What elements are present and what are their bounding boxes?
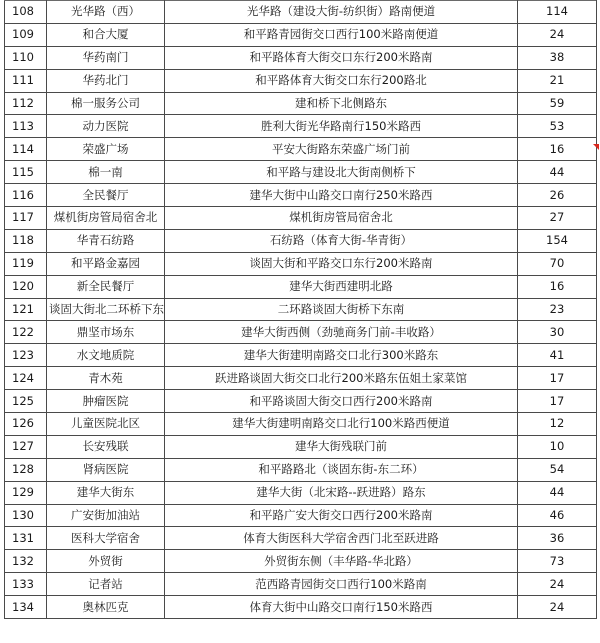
row-number-cell[interactable]: 128 <box>5 458 47 481</box>
location-cell[interactable]: 和平路路北（谈固东街-东二环） <box>165 458 518 481</box>
site-name-cell[interactable]: 肿瘤医院 <box>47 390 165 413</box>
site-name-cell[interactable]: 长安残联 <box>47 435 165 458</box>
count-cell[interactable]: 17 <box>518 390 597 413</box>
location-cell[interactable]: 和平路广安大街交口西行200米路南 <box>165 504 518 527</box>
table-row <box>5 92 597 115</box>
site-name-cell[interactable]: 煤机街房管局宿舍北 <box>47 207 165 230</box>
table-row <box>5 573 597 596</box>
row-number-cell[interactable]: 131 <box>5 527 47 550</box>
count-cell[interactable]: 26 <box>518 184 597 207</box>
row-number-cell[interactable]: 120 <box>5 275 47 298</box>
row-number-cell[interactable]: 116 <box>5 184 47 207</box>
table-row <box>5 481 597 504</box>
location-cell[interactable]: 范西路青园街交口西行100米路南 <box>165 573 518 596</box>
location-cell[interactable]: 建和桥下北侧路东 <box>165 92 518 115</box>
row-number-cell[interactable]: 123 <box>5 344 47 367</box>
location-cell[interactable]: 谈固大街和平路交口东行200米路南 <box>165 252 518 275</box>
location-cell[interactable]: 建华大街西建明北路 <box>165 275 518 298</box>
count-cell[interactable]: 10 <box>518 435 597 458</box>
table-row <box>5 527 597 550</box>
table-row <box>5 69 597 92</box>
site-name-cell[interactable]: 和合大厦 <box>47 23 165 46</box>
site-name-cell[interactable]: 新全民餐厅 <box>47 275 165 298</box>
count-cell[interactable]: 24 <box>518 573 597 596</box>
site-name-cell[interactable]: 和平路金嘉园 <box>47 252 165 275</box>
location-cell[interactable]: 建华大街西侧（劲驰商务门前-丰收路） <box>165 321 518 344</box>
table-row <box>5 1 597 24</box>
row-number-cell[interactable]: 112 <box>5 92 47 115</box>
count-cell[interactable]: 36 <box>518 527 597 550</box>
count-cell[interactable]: 24 <box>518 596 597 619</box>
site-name-cell[interactable]: 光华路（西） <box>47 1 165 24</box>
row-number-cell[interactable]: 111 <box>5 69 47 92</box>
site-name-cell[interactable]: 荣盛广场 <box>47 138 165 161</box>
count-cell[interactable]: 59 <box>518 92 597 115</box>
table-row <box>5 458 597 481</box>
row-number-cell[interactable]: 113 <box>5 115 47 138</box>
site-name-cell[interactable]: 医科大学宿舍 <box>47 527 165 550</box>
table-row <box>5 275 597 298</box>
count-cell[interactable]: 21 <box>518 69 597 92</box>
row-number-cell[interactable]: 134 <box>5 596 47 619</box>
table-row <box>5 504 597 527</box>
site-name-cell[interactable]: 谈固大街北二环桥下东 <box>47 298 165 321</box>
row-number-cell[interactable]: 115 <box>5 161 47 184</box>
table-row <box>5 435 597 458</box>
table-row <box>5 207 597 230</box>
location-cell[interactable]: 外贸街东侧（丰华路-华北路） <box>165 550 518 573</box>
table-row <box>5 344 597 367</box>
location-cell[interactable]: 建华大街（北宋路--跃进路）路东 <box>165 481 518 504</box>
row-number-cell[interactable]: 132 <box>5 550 47 573</box>
site-name-cell[interactable]: 奥林匹克 <box>47 596 165 619</box>
location-cell[interactable]: 和平路谈固大街交口西行200米路南 <box>165 390 518 413</box>
count-cell[interactable]: 44 <box>518 481 597 504</box>
row-number-cell[interactable]: 108 <box>5 1 47 24</box>
row-number-cell[interactable]: 119 <box>5 252 47 275</box>
count-cell[interactable]: 27 <box>518 207 597 230</box>
row-number-cell[interactable]: 110 <box>5 46 47 69</box>
location-cell[interactable]: 建华大街建明南路交口北行100米路西便道 <box>165 413 518 436</box>
count-cell[interactable]: 70 <box>518 252 597 275</box>
count-cell[interactable]: 53 <box>518 115 597 138</box>
table-row <box>5 23 597 46</box>
count-cell[interactable]: 12 <box>518 413 597 436</box>
table-body <box>5 1 597 619</box>
table-row <box>5 367 597 390</box>
site-name-cell[interactable]: 动力医院 <box>47 115 165 138</box>
row-number-cell[interactable]: 129 <box>5 481 47 504</box>
table-row <box>5 161 597 184</box>
table-row <box>5 596 597 619</box>
count-cell[interactable]: 30 <box>518 321 597 344</box>
site-name-cell[interactable]: 水文地质院 <box>47 344 165 367</box>
row-number-cell[interactable]: 122 <box>5 321 47 344</box>
parking-table <box>4 0 597 619</box>
location-cell[interactable]: 跃进路谈固大街交口北行200米路东伍姐土家菜馆 <box>165 367 518 390</box>
row-number-cell[interactable]: 133 <box>5 573 47 596</box>
row-number-cell[interactable]: 130 <box>5 504 47 527</box>
table-row <box>5 321 597 344</box>
row-number-cell[interactable]: 117 <box>5 207 47 230</box>
site-name-cell[interactable]: 肾病医院 <box>47 458 165 481</box>
row-number-cell[interactable]: 114 <box>5 138 47 161</box>
count-cell[interactable]: 16 <box>518 138 597 161</box>
count-cell[interactable]: 44 <box>518 161 597 184</box>
count-cell[interactable]: 73 <box>518 550 597 573</box>
row-number-cell[interactable]: 118 <box>5 229 47 252</box>
count-cell[interactable]: 38 <box>518 46 597 69</box>
cell-comment-marker <box>593 144 599 150</box>
location-cell[interactable]: 体育大街医科大学宿舍西门北至跃进路 <box>165 527 518 550</box>
location-cell[interactable]: 和平路青园街交口西行100米路南便道 <box>165 23 518 46</box>
count-cell[interactable]: 41 <box>518 344 597 367</box>
table-row <box>5 390 597 413</box>
count-cell[interactable]: 17 <box>518 367 597 390</box>
location-cell[interactable]: 建华大街建明南路交口北行300米路东 <box>165 344 518 367</box>
location-cell[interactable]: 光华路（建设大街-纺织街）路南便道 <box>165 1 518 24</box>
table-row <box>5 229 597 252</box>
site-name-cell[interactable]: 棉一南 <box>47 161 165 184</box>
site-name-cell[interactable]: 外贸街 <box>47 550 165 573</box>
site-name-cell[interactable]: 华青石纺路 <box>47 229 165 252</box>
table-row <box>5 252 597 275</box>
location-cell[interactable]: 和平路体育大街交口东行200米路南 <box>165 46 518 69</box>
location-cell[interactable]: 二环路谈固大街桥下东南 <box>165 298 518 321</box>
count-cell[interactable]: 24 <box>518 23 597 46</box>
site-name-cell[interactable]: 棉一服务公司 <box>47 92 165 115</box>
site-name-cell[interactable]: 华药南门 <box>47 46 165 69</box>
table-row <box>5 115 597 138</box>
location-cell[interactable]: 体育大街中山路交口南行150米路西 <box>165 596 518 619</box>
row-number-cell[interactable]: 124 <box>5 367 47 390</box>
location-cell[interactable]: 和平路体育大街交口东行200路北 <box>165 69 518 92</box>
table-row <box>5 184 597 207</box>
location-cell[interactable]: 建华大街残联门前 <box>165 435 518 458</box>
table-row <box>5 298 597 321</box>
count-cell[interactable]: 54 <box>518 458 597 481</box>
site-name-cell[interactable]: 华药北门 <box>47 69 165 92</box>
site-name-cell[interactable]: 青木苑 <box>47 367 165 390</box>
location-cell[interactable]: 平安大街路东荣盛广场门前 <box>165 138 518 161</box>
count-cell[interactable]: 23 <box>518 298 597 321</box>
site-name-cell[interactable]: 广安街加油站 <box>47 504 165 527</box>
count-cell[interactable]: 16 <box>518 275 597 298</box>
location-cell[interactable]: 胜利大街光华路南行150米路西 <box>165 115 518 138</box>
location-cell[interactable]: 石纺路（体育大街-华青街） <box>165 229 518 252</box>
table-row <box>5 138 597 161</box>
row-number-cell[interactable]: 125 <box>5 390 47 413</box>
site-name-cell[interactable]: 建华大街东 <box>47 481 165 504</box>
site-name-cell[interactable]: 儿童医院北区 <box>47 413 165 436</box>
location-cell[interactable]: 和平路与建设北大街南侧桥下 <box>165 161 518 184</box>
location-cell[interactable]: 建华大街中山路交口南行250米路西 <box>165 184 518 207</box>
site-name-cell[interactable]: 记者站 <box>47 573 165 596</box>
location-cell[interactable]: 煤机街房管局宿舍北 <box>165 207 518 230</box>
count-cell[interactable]: 154 <box>518 229 597 252</box>
table-row <box>5 46 597 69</box>
site-name-cell[interactable]: 鼎坚市场东 <box>47 321 165 344</box>
table-row <box>5 413 597 436</box>
count-cell[interactable]: 46 <box>518 504 597 527</box>
table-row <box>5 550 597 573</box>
row-number-cell[interactable]: 127 <box>5 435 47 458</box>
row-number-cell[interactable]: 121 <box>5 298 47 321</box>
site-name-cell[interactable]: 全民餐厅 <box>47 184 165 207</box>
row-number-cell[interactable]: 109 <box>5 23 47 46</box>
row-number-cell[interactable]: 126 <box>5 413 47 436</box>
count-cell[interactable]: 114 <box>518 1 597 24</box>
